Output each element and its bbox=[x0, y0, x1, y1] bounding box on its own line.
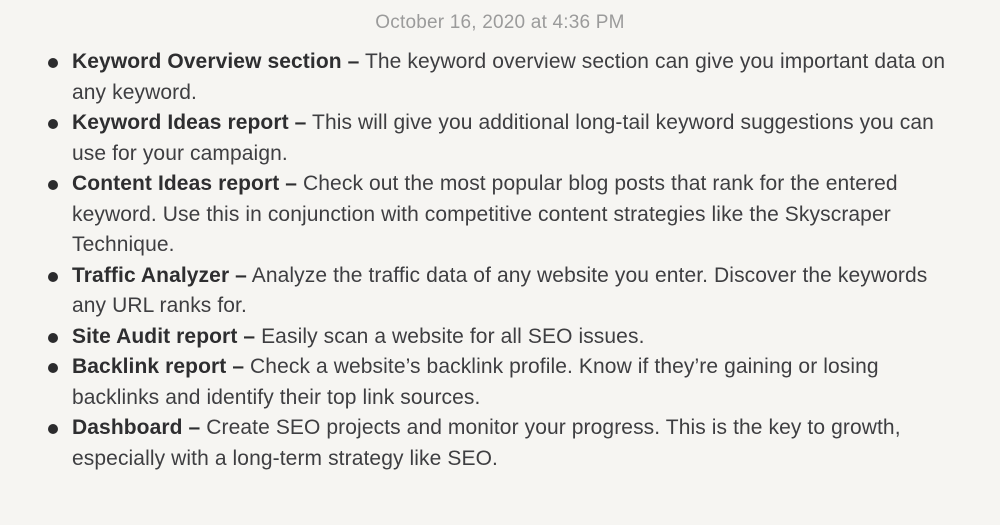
list-item-text bbox=[72, 169, 946, 261]
list-item-text bbox=[72, 413, 946, 474]
list-item-text bbox=[72, 108, 946, 169]
bullet-icon bbox=[48, 424, 58, 434]
bullet-icon bbox=[48, 333, 58, 343]
list-item-title: Backlink report – bbox=[72, 355, 245, 378]
bullet-icon bbox=[48, 119, 58, 129]
bullet-icon bbox=[48, 272, 58, 282]
list-item-description: Check a website’s backlink profile. Know if they’re gaining or losing backlinks and identify their top link sources. bbox=[72, 355, 879, 409]
bullet-icon bbox=[48, 180, 58, 190]
list-item-description: Easily scan a website for all SEO issues. bbox=[261, 324, 645, 348]
list-item-text bbox=[72, 261, 946, 322]
list-item[interactable] bbox=[48, 261, 948, 322]
list-item-title: Keyword Ideas report – bbox=[72, 111, 307, 134]
list-item-text bbox=[72, 47, 946, 108]
list-item[interactable] bbox=[48, 352, 948, 413]
list-item-description: Create SEO projects and monitor your progress. This is the key to growth, especially with a long-term strategy like SEO. bbox=[72, 416, 901, 470]
note-timestamp: October 16, 2020 at 4:36 PM bbox=[375, 12, 625, 33]
list-item-text bbox=[72, 352, 946, 413]
bullet-icon bbox=[48, 363, 58, 373]
list-item-title: Site Audit report – bbox=[72, 324, 256, 348]
list-item-description: Analyze the traffic data of any website you enter. Discover the keywords any URL ranks for. bbox=[72, 263, 928, 317]
list-item-text bbox=[72, 322, 645, 353]
note-body[interactable] bbox=[0, 34, 1000, 474]
bullet-icon bbox=[48, 58, 58, 68]
list-item-description: The keyword overview section can give you important data on any keyword. bbox=[72, 50, 946, 104]
list-item[interactable] bbox=[48, 47, 948, 108]
list-item[interactable] bbox=[48, 413, 948, 474]
list-item-title: Traffic Analyzer – bbox=[72, 263, 247, 287]
list-item[interactable] bbox=[48, 108, 948, 169]
list-item-title: Content Ideas report – bbox=[72, 172, 298, 195]
list-item-title: Dashboard – bbox=[72, 416, 201, 439]
list-item-description: Check out the most popular blog posts that rank for the entered keyword. Use this in conjunction with competitive content strategies like the Skyscraper Technique. bbox=[72, 172, 898, 256]
list-item-description: This will give you additional long-tail keyword suggestions you can use for your campaign. bbox=[72, 111, 934, 165]
list-item[interactable] bbox=[48, 322, 948, 353]
list-item[interactable] bbox=[48, 169, 948, 261]
list-item-title: Keyword Overview section – bbox=[72, 50, 360, 73]
